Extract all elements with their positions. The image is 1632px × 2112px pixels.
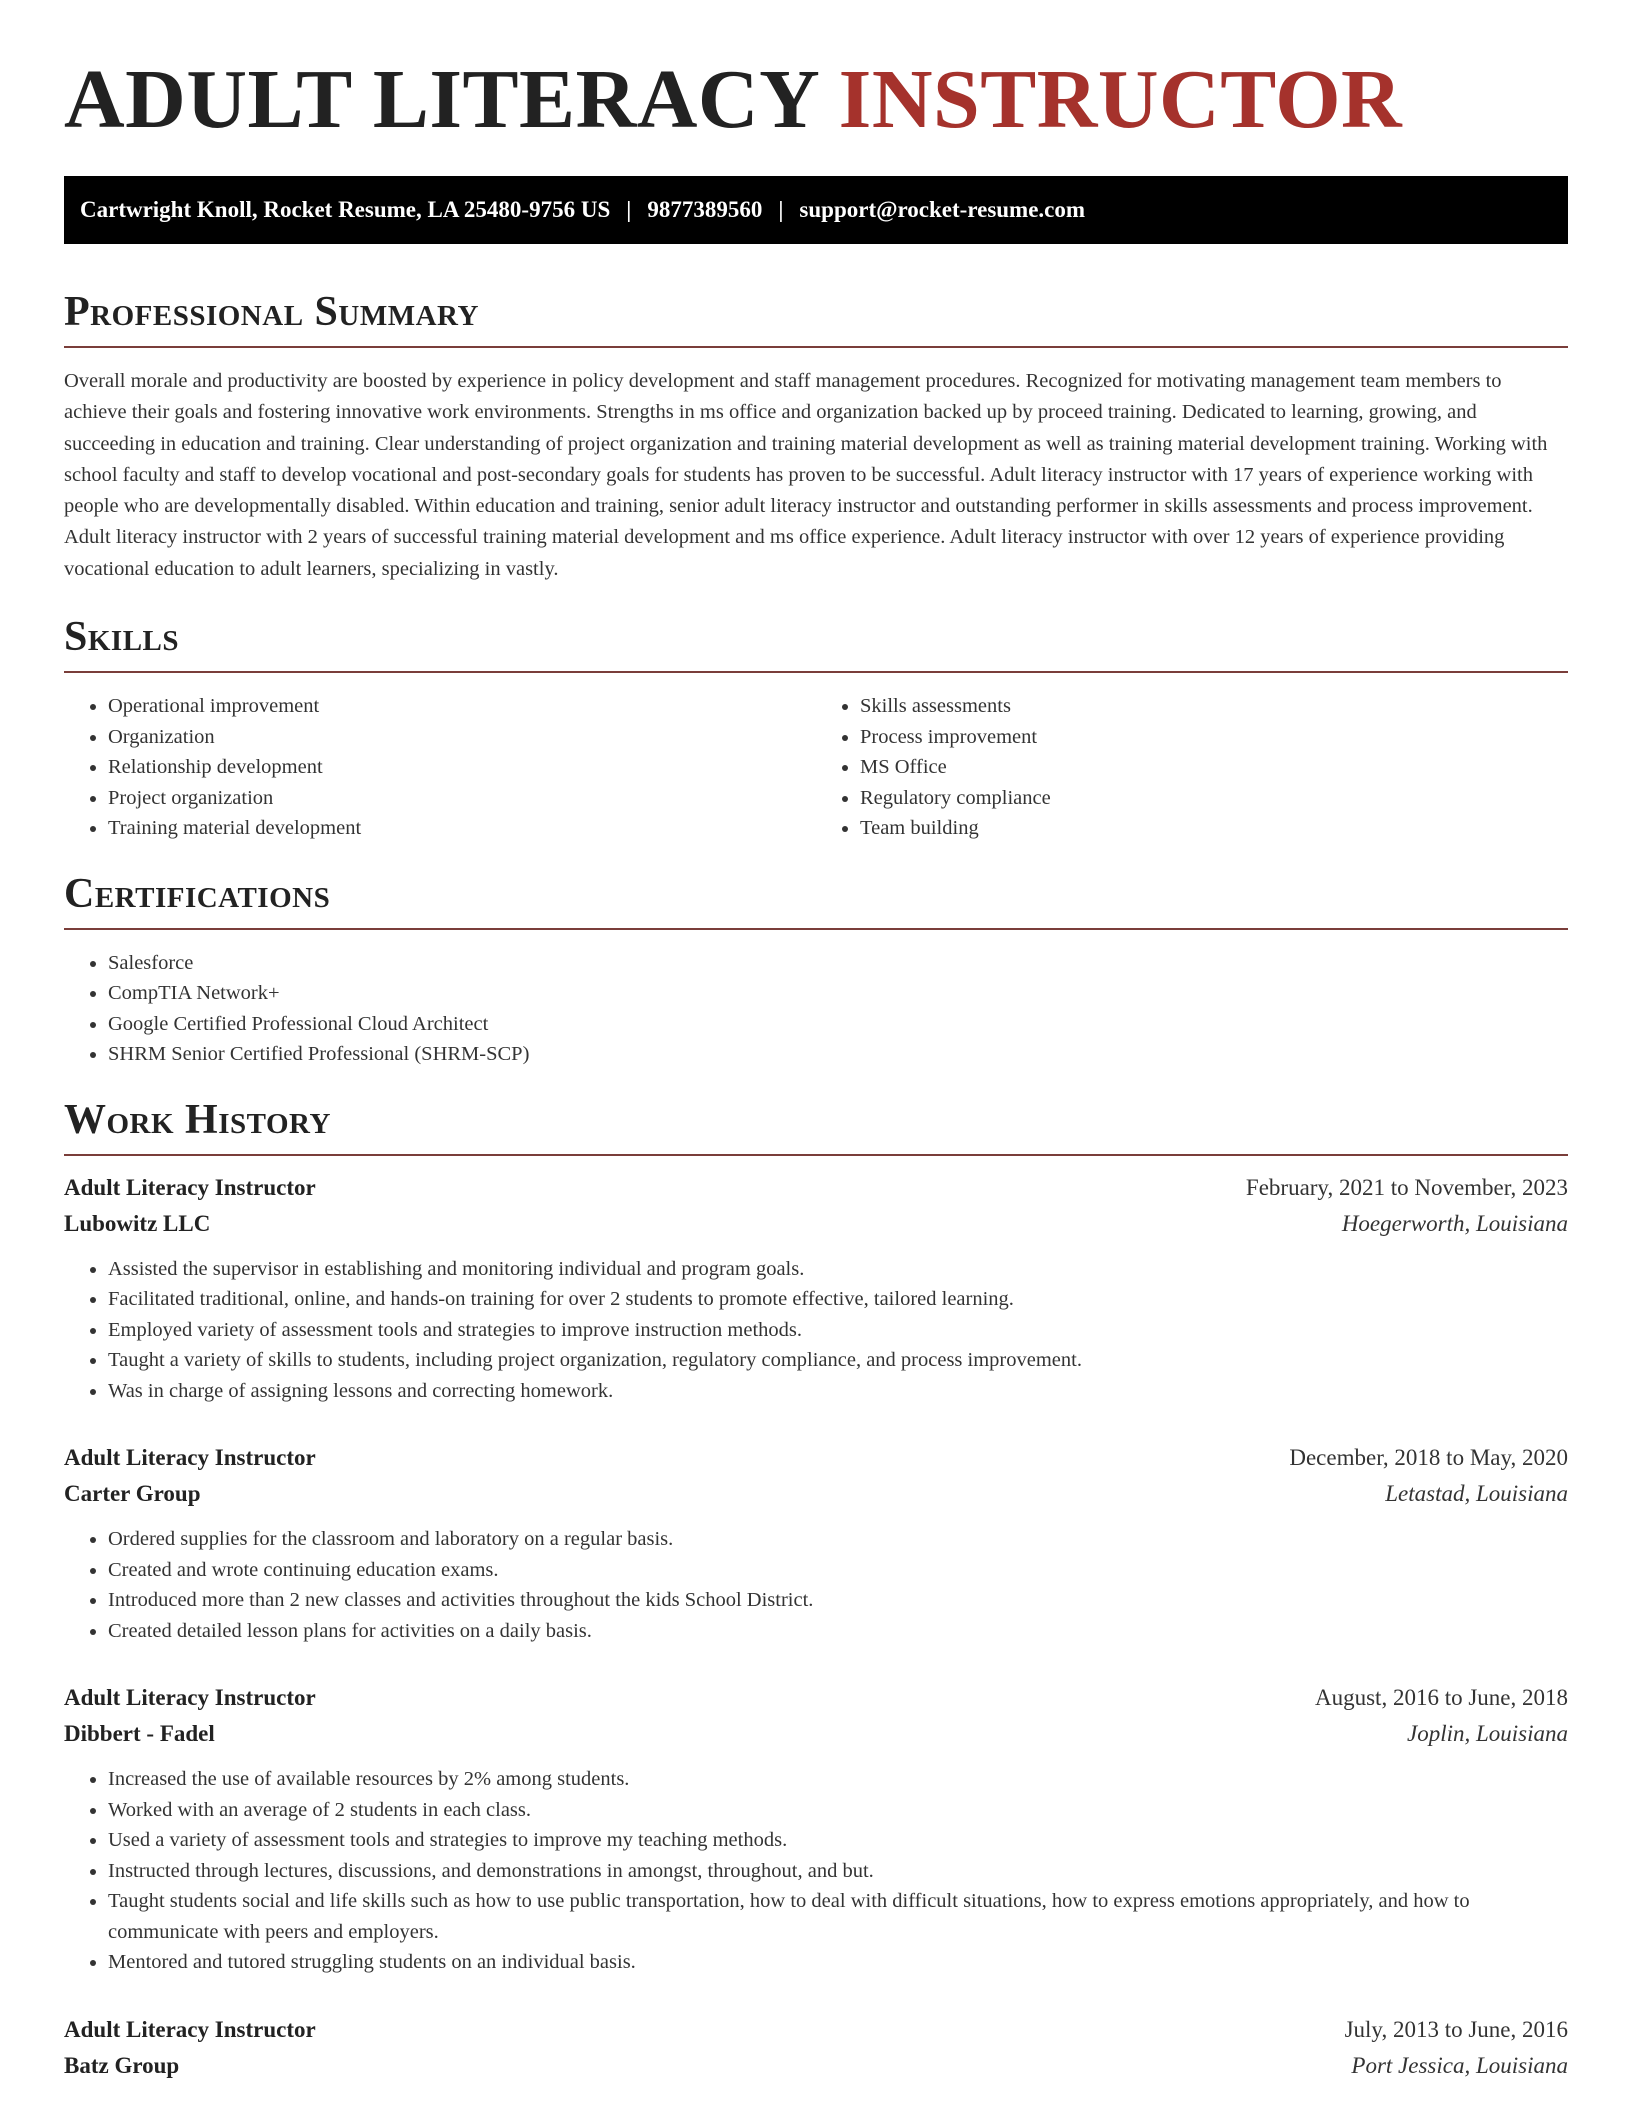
certification-item: • Google Certified Professional Cloud Architect xyxy=(108,1009,1568,1040)
title-accent: INSTRUCTOR xyxy=(838,53,1403,146)
job-company-row xyxy=(64,1716,1568,1752)
work-history-heading: Work History xyxy=(64,1096,331,1143)
job-bullet: • Assisted the supervisor in establishing and monitoring individual and program goals. xyxy=(108,1254,1568,1285)
page-title xyxy=(64,0,1568,146)
skills-columns xyxy=(64,691,1568,844)
summary-heading: Professional Summary xyxy=(64,289,479,335)
job-bullet: • Increased the use of available resources by 2% among students. xyxy=(108,1764,1568,1795)
job-bullet: • Facilitated traditional, online, and hands-on training for over 2 students to promote effective, tailored learning. xyxy=(108,1284,1568,1315)
job-bullet: • Instructed through lectures, discussions, and demonstrations in amongst, throughout, and but. xyxy=(108,1856,1568,1887)
job-company-row xyxy=(64,1476,1568,1512)
contact-phone: 9877389560 xyxy=(647,197,763,222)
job-bullet: • Created detailed lesson plans for activities on a daily basis. xyxy=(108,1616,1568,1647)
skills-heading: Skills xyxy=(64,614,180,661)
job-location: Port Jessica, Louisiana xyxy=(1351,2052,1568,2078)
summary-text: Overall morale and productivity are boosted by experience in policy development and staff management procedures. Recognized for motivating management team members to achieve their goals and fostering innovative work environments. Strengths in ms office and organization backed up by proceed training. Dedicated to learning, growing, and succeeding in education and training. Clear understanding of project organization and training material development as well as training material development training. Working with school faculty and staff to develop vocational and post-secondary goals for students has proven to be successful. Adult literacy instructor with 17 years of experience working with people who are developmentally disabled. Within education and training, senior adult literacy instructor and outstanding performer in skills assessments and process improvement. Adult literacy instructor with 2 years of successful training material development and ms office experience. Adult literacy instructor with over 12 years of experience providing vocational education to adult learners, specializing in vastly. xyxy=(64,370,1548,580)
job-company-row xyxy=(64,2048,1568,2084)
job-title: Adult Literacy Instructor xyxy=(64,1445,316,1471)
job-dates: February, 2021 to November, 2023 xyxy=(1245,1174,1568,1200)
title-primary: ADULT LITERACY xyxy=(64,53,818,146)
job-location: Letastad, Louisiana xyxy=(1385,1481,1568,1507)
job-company: Batz Group xyxy=(64,2052,180,2078)
job-bullet: • Used a variety of assessment tools and strategies to improve my teaching methods. xyxy=(108,1825,1568,1856)
skill-item: • Team building xyxy=(860,813,1568,844)
certification-item: • CompTIA Network+ xyxy=(108,978,1568,1009)
job-title: Adult Literacy Instructor xyxy=(64,1685,316,1711)
job-dates: December, 2018 to May, 2020 xyxy=(1289,1445,1568,1471)
job-dates: July, 2013 to June, 2016 xyxy=(1344,2016,1568,2042)
skills-list-right xyxy=(816,691,1568,844)
job-title: Adult Literacy Instructor xyxy=(64,1174,316,1200)
contact-email[interactable]: support@rocket-resume.com xyxy=(799,197,1086,222)
job-bullets xyxy=(64,1254,1568,1407)
skills-section xyxy=(64,613,1568,844)
job-header-row xyxy=(64,1170,1568,1206)
job-bullet: • Taught a variety of skills to students, including project organization, regulatory compliance, and process improvement. xyxy=(108,1345,1568,1376)
contact-separator: | xyxy=(626,197,632,222)
skill-item: • Training material development xyxy=(108,813,816,844)
certification-item: • SHRM Senior Certified Professional (SHRM-SCP) xyxy=(108,1039,1568,1070)
job-company-row xyxy=(64,1206,1568,1242)
job-header-row xyxy=(64,2012,1568,2048)
job-bullets xyxy=(64,1764,1568,1978)
job-entry xyxy=(64,1680,1568,1978)
skill-item: • Skills assessments xyxy=(860,691,1568,722)
skill-item: • Process improvement xyxy=(860,722,1568,753)
job-entry xyxy=(64,1440,1568,1646)
skill-item: • Project organization xyxy=(108,783,816,814)
job-bullet: • Created and wrote continuing education exams. xyxy=(108,1555,1568,1586)
skill-item: • MS Office xyxy=(860,752,1568,783)
certification-item: • Salesforce xyxy=(108,948,1568,979)
job-bullet: • Ordered supplies for the classroom and laboratory on a regular basis. xyxy=(108,1524,1568,1555)
section-divider xyxy=(64,1154,1568,1156)
job-bullet: • Introduced more than 2 new classes and activities throughout the kids School District. xyxy=(108,1585,1568,1616)
job-bullets xyxy=(64,1524,1568,1646)
job-company: Dibbert - Fadel xyxy=(64,1721,215,1747)
section-divider xyxy=(64,346,1568,348)
skill-item: • Organization xyxy=(108,722,816,753)
contact-bar xyxy=(64,176,1568,244)
job-company: Lubowitz LLC xyxy=(64,1210,211,1236)
job-entry xyxy=(64,1170,1568,1407)
job-header-row xyxy=(64,1440,1568,1476)
job-location: Hoegerworth, Louisiana xyxy=(1341,1210,1568,1236)
job-title: Adult Literacy Instructor xyxy=(64,2016,316,2042)
job-company: Carter Group xyxy=(64,1481,201,1507)
section-divider xyxy=(64,928,1568,930)
job-bullet: • Mentored and tutored struggling students on an individual basis. xyxy=(108,1947,1568,1978)
contact-address: Cartwright Knoll, Rocket Resume, LA 25480-9756 US xyxy=(80,197,611,222)
skills-list-left xyxy=(64,691,816,844)
summary-section xyxy=(64,288,1568,585)
section-divider xyxy=(64,671,1568,673)
job-location: Joplin, Louisiana xyxy=(1406,1721,1568,1747)
job-bullet: • Was in charge of assigning lessons and correcting homework. xyxy=(108,1376,1568,1407)
certifications-heading: Certifications xyxy=(64,870,331,917)
job-entry xyxy=(64,2012,1568,2084)
job-dates: August, 2016 to June, 2018 xyxy=(1315,1685,1568,1711)
job-header-row xyxy=(64,1680,1568,1716)
certifications-list xyxy=(64,948,1568,1070)
certifications-section xyxy=(64,870,1568,1070)
job-bullet: • Worked with an average of 2 students in each class. xyxy=(108,1795,1568,1826)
skill-item: • Relationship development xyxy=(108,752,816,783)
contact-separator: | xyxy=(778,197,784,222)
job-bullet: • Taught students social and life skills such as how to use public transportation, how to deal with difficult situations, how to express emotions appropriately, and how to communicate with peers and employers. xyxy=(108,1886,1568,1947)
skill-item: • Regulatory compliance xyxy=(860,783,1568,814)
job-bullet: • Employed variety of assessment tools and strategies to improve instruction methods. xyxy=(108,1315,1568,1346)
skill-item: • Operational improvement xyxy=(108,691,816,722)
work-history-section xyxy=(64,1096,1568,2084)
